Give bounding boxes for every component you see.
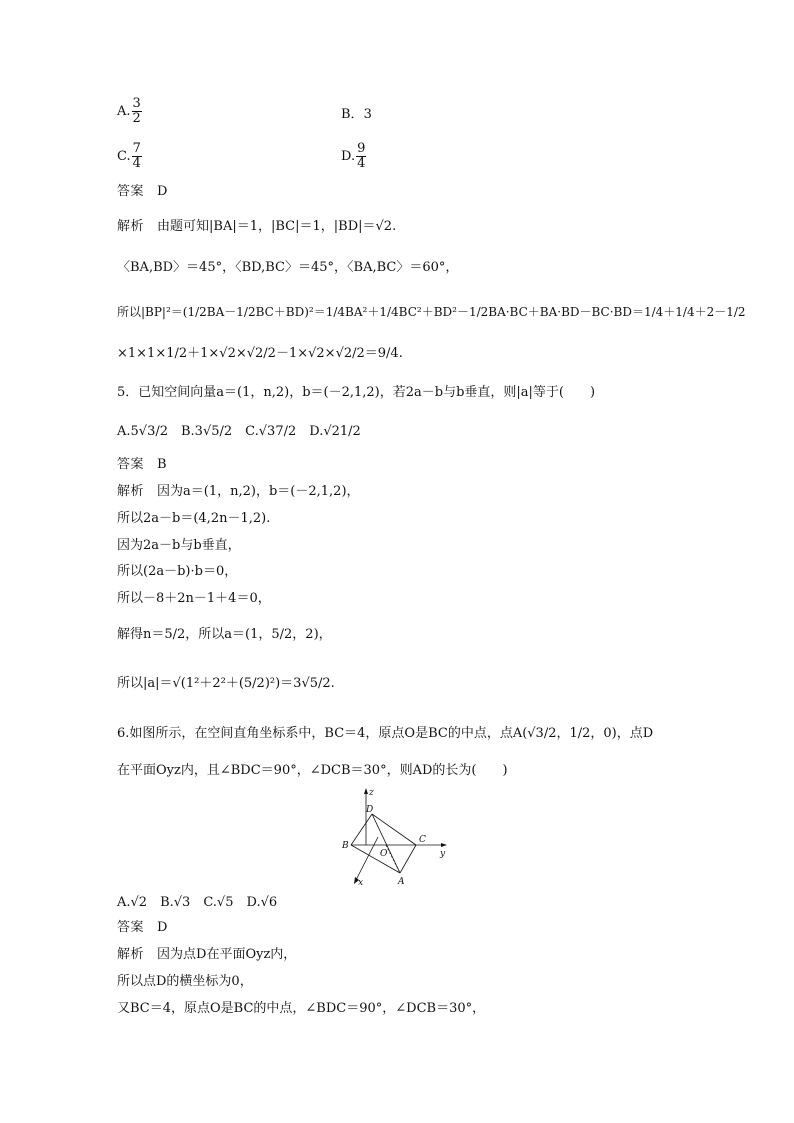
label-d: D [366,805,374,815]
label-c: C [419,835,426,845]
q4-analysis-line4: ×1×1×1/2＋1×√2×√2/2－1×√2×√2/2＝9/4. [117,346,403,361]
coordinate-figure [336,785,456,890]
label-a: A [398,877,405,887]
q5-analysis-3: 因为2a－b与b垂直， [117,538,241,553]
q6-stem-2: 在平面Oyz内，且∠BDC＝90°，∠DCB＝30°，则AD的长为( ) [117,763,508,778]
q4-option-d: D. $\frac{9}{4}$ [341,141,366,171]
q5-options: A.5√3/2 B.3√5/2 C.√37/2 D.√21/2 [117,424,361,439]
q6-analysis-3: 又BC＝4，原点O是BC的中点，∠BDC＝90°，∠DCB＝30°， [117,1001,486,1016]
q4-option-b: B．3 [341,107,372,122]
label-b: B [342,841,349,851]
q4-option-a: A. $\frac{3}{2}$ [117,96,141,126]
z-arrow [364,788,368,794]
q4-analysis-line3: 所以|BP|²＝(1/2BA－1/2BC＋BD)²＝1/4BA²＋1/4BC²＋BD²－1/2BA·BC＋BA·BD－BC·BD＝1/4＋1/4＋2－1/2 [117,305,746,319]
q4-analysis-line2: 〈BA,BD〉＝45°，〈BD,BC〉＝45°，〈BA,BC〉＝60°， [117,260,459,275]
label-o: O [380,849,388,859]
label-y: y [440,849,446,859]
q5-answer: 答案 B [117,457,167,472]
q5-analysis-1: 解析 因为a＝(1，n,2)，b＝(－2,1,2)， [117,484,360,499]
q4-answer: 答案 D [117,184,168,199]
q5-analysis-7: 所以|a|＝√(1²＋2²＋(5/2)²)＝3√5/2. [117,676,335,691]
y-arrow [441,843,447,847]
q6-analysis-2: 所以点D的横坐标为0， [117,974,253,989]
q6-options: A.√2 B.√3 C.√5 D.√6 [117,895,278,910]
q5-analysis-2: 所以2a－b＝(4,2n－1,2). [117,511,271,526]
q5-stem: 5．已知空间向量a＝(1，n,2)，b＝(－2,1,2)，若2a－b与b垂直，则|a|等于( ) [117,385,596,400]
q6-analysis-1: 解析 因为点D在平面Oyz内， [117,947,297,962]
q5-analysis-6: 解得n＝5/2，所以a＝(1，5/2，2)， [117,627,332,642]
q5-analysis-5: 所以－8＋2n－1＋4＝0， [117,591,271,606]
label-z: z [369,788,374,798]
q4-analysis-line1: 解析 由题可知|BA|＝1，|BC|＝1，|BD|＝√2. [117,219,397,234]
edge-dc [372,814,416,845]
q4-option-c: C. $\frac{7}{4}$ [117,141,141,171]
edge-bd [351,814,372,845]
edge-ba [351,845,400,873]
label-x: x [358,878,364,888]
q5-analysis-4: 所以(2a－b)·b＝0， [117,564,238,579]
q6-answer: 答案 D [117,920,168,935]
q6-stem-1: 6.如图所示，在空间直角坐标系中，BC＝4，原点O是BC的中点，点A(√3/2，1/2，0)，点D [117,726,654,741]
edge-ac [400,845,416,873]
